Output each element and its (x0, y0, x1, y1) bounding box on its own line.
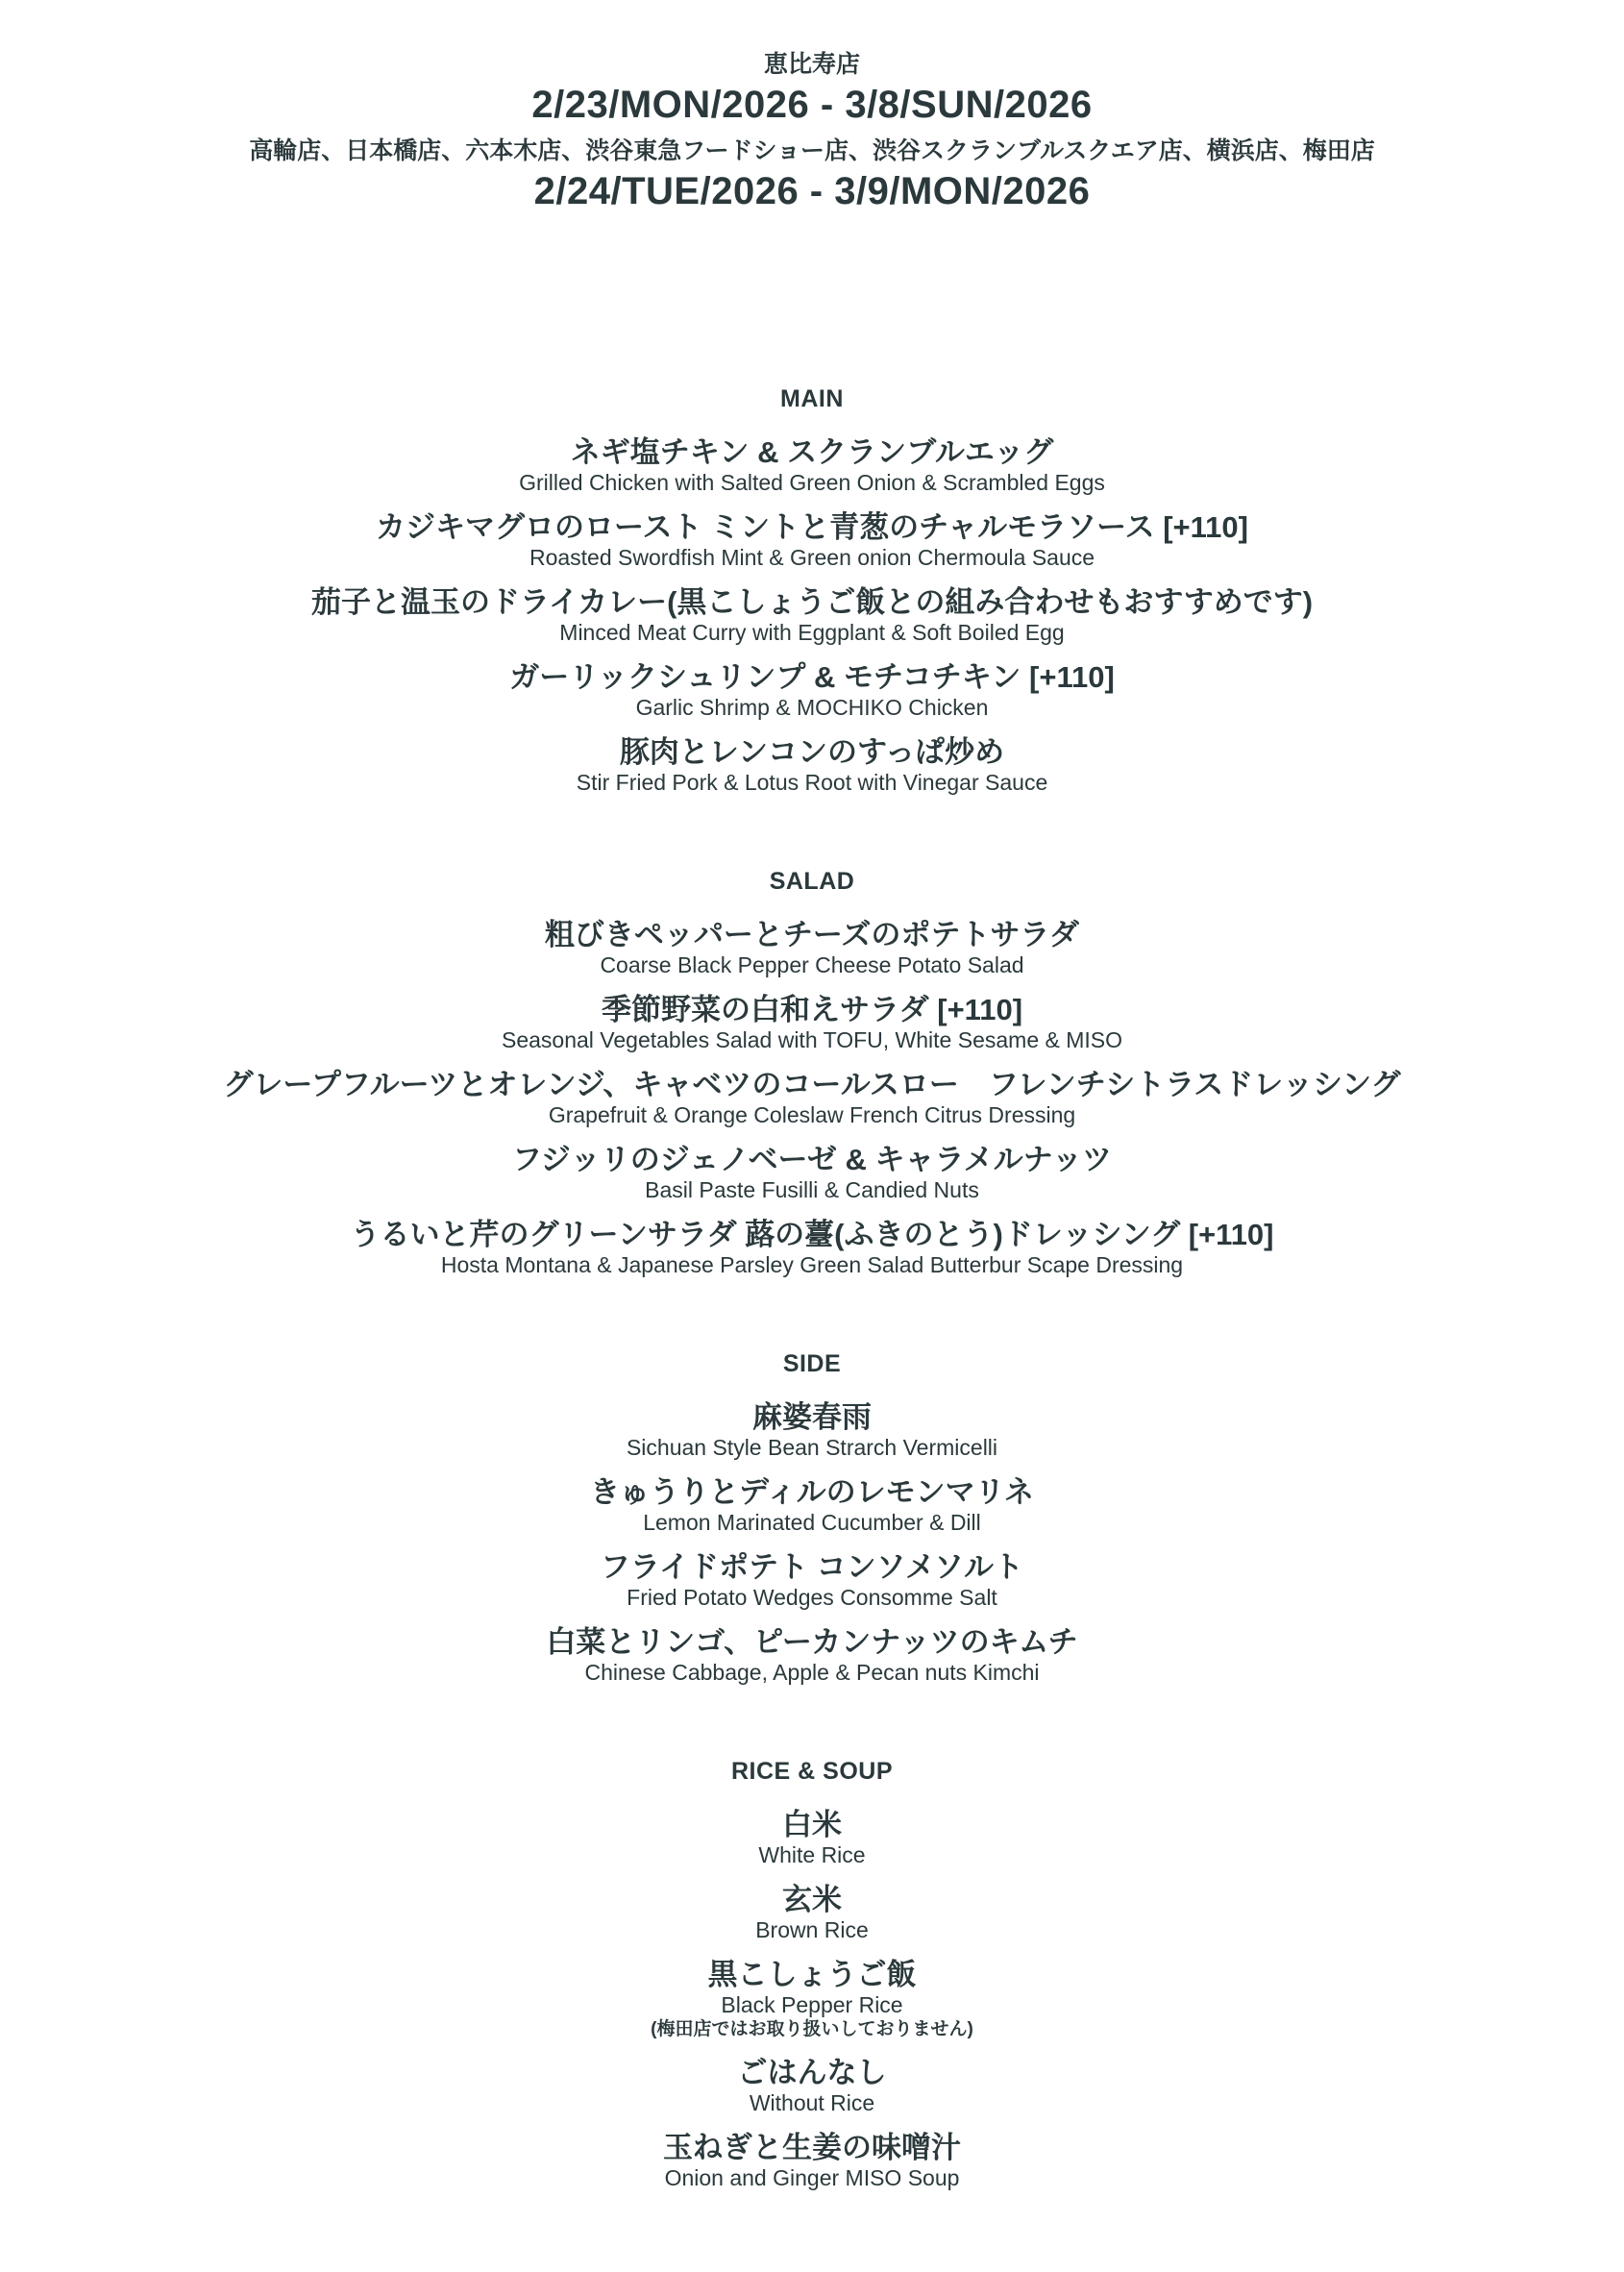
menu-item (0, 734, 1624, 796)
menu-item (0, 1474, 1624, 1536)
menu-item-en: Roasted Swordfish Mint & Green onion Chermoula Sauce (529, 545, 1095, 570)
menu-item (0, 1807, 1624, 1868)
menu-item (0, 1624, 1624, 1686)
menu-item-en: Sichuan Style Bean Strarch Vermicelli (626, 1435, 998, 1460)
menu-item-en: Seasonal Vegetables Salad with TOFU, White Sesame & MISO (501, 1027, 1123, 1052)
menu-item-jp: グレープフルーツとオレンジ、キャベツのコールスロー フレンチシトラスドレッシング (223, 1068, 1401, 1101)
menu-item-en: Fried Potato Wedges Consomme Salt (627, 1585, 997, 1610)
menu-item-en: Garlic Shrimp & MOCHIKO Chicken (635, 695, 989, 720)
menu-item-jp: 麻婆春雨 (752, 1400, 872, 1434)
menu-item-jp: ガーリックシュリンプ & モチコチキン [+110] (509, 660, 1115, 694)
menu-item-jp: ごはんなし (737, 2056, 887, 2089)
menu-item (0, 659, 1624, 721)
menu-item-en: Minced Meat Curry with Eggplant & Soft Boiled Egg (559, 620, 1065, 645)
menu-item (0, 992, 1624, 1053)
menu-item-en: Black Pepper Rice (721, 1992, 903, 2017)
menu-item (0, 1882, 1624, 1943)
menu-item-jp: フジッリのジェノベーゼ & キャラメルナッツ (512, 1143, 1112, 1176)
menu-item-en: Stir Fried Pork & Lotus Root with Vinegar Sauce (576, 770, 1048, 795)
menu-item (0, 2130, 1624, 2191)
menu-item-jp: うるいと芹のグリーンサラダ 蕗の薹(ふきのとう)ドレッシング [+110] (350, 1218, 1274, 1251)
menu-item-en: Hosta Montana & Japanese Parsley Green Salad Butterbur Scape Dressing (440, 1252, 1184, 1277)
section-title: SALAD (769, 868, 855, 895)
menu-item (0, 434, 1624, 496)
menu-item (0, 917, 1624, 978)
menu-item-en: Basil Paste Fusilli & Candied Nuts (645, 1177, 979, 1202)
section-title: MAIN (780, 385, 844, 412)
menu-item-jp: 季節野菜の白和えサラダ [+110] (601, 993, 1023, 1026)
menu-item-jp: カジキマグロのロースト ミントと青葱のチャルモラソース [+110] (376, 510, 1248, 544)
menu-item (0, 1067, 1624, 1128)
menu-item (0, 1399, 1624, 1461)
menu-header (0, 0, 1624, 213)
menu-item-jp: フライドポテト コンソメソルト (600, 1550, 1024, 1584)
menu-item-en: Brown Rice (755, 1917, 869, 1942)
menu-item-jp: 白米 (782, 1808, 842, 1841)
menu-item-en: Coarse Black Pepper Cheese Potato Salad (600, 952, 1024, 977)
menu-item-jp: 白菜とリンゴ、ピーカンナッツのキムチ (546, 1625, 1078, 1659)
other-stores-list: 高輪店、日本橋店、六本木店、渋谷東急フードショー店、渋谷スクランブルスクエア店、横浜店、梅田店 (249, 137, 1375, 164)
menu-body (0, 384, 1624, 2191)
date-range-primary: 2/23/MON/2026 - 3/8/SUN/2026 (531, 84, 1093, 126)
menu-item-en: Chinese Cabbage, Apple & Pecan nuts Kimchi (584, 1660, 1040, 1685)
section-salad (0, 867, 1624, 1278)
section-side (0, 1349, 1624, 1686)
section-title: SIDE (782, 1350, 842, 1377)
menu-item (0, 1957, 1624, 2041)
menu-item (0, 509, 1624, 571)
section-rice-soup (0, 1757, 1624, 2191)
section-title: RICE & SOUP (730, 1758, 894, 1785)
menu-item-note: (梅田店ではお取り扱いしておりません) (651, 2019, 973, 2039)
menu-item-jp: ネギ塩チキン & スクランブルエッグ (570, 435, 1054, 469)
menu-item-jp: 茄子と温玉のドライカレー(黒こしょうご飯との組み合わせもおすすめです) (310, 585, 1314, 619)
menu-item (0, 584, 1624, 646)
date-range-secondary: 2/24/TUE/2026 - 3/9/MON/2026 (533, 170, 1091, 212)
menu-item-jp: 粗びきペッパーとチーズのポテトサラダ (544, 918, 1080, 951)
menu-item (0, 2055, 1624, 2116)
menu-item (0, 1549, 1624, 1611)
menu-item-jp: 玄米 (782, 1883, 842, 1916)
section-main (0, 384, 1624, 796)
menu-item-en: Onion and Ginger MISO Soup (664, 2165, 960, 2190)
menu-item-en: White Rice (758, 1842, 866, 1867)
menu-item-en: Grilled Chicken with Salted Green Onion & Scrambled Eggs (519, 470, 1105, 495)
menu-item (0, 1217, 1624, 1278)
menu-item-en: Grapefruit & Orange Coleslaw French Citrus Dressing (548, 1102, 1076, 1127)
menu-item-jp: 玉ねぎと生姜の味噌汁 (663, 2131, 961, 2164)
menu-item-en: Without Rice (749, 2090, 875, 2115)
menu-item-jp: 黒こしょうご飯 (707, 1958, 917, 1991)
store-name: 恵比寿店 (763, 51, 860, 78)
menu-item-en: Lemon Marinated Cucumber & Dill (643, 1510, 981, 1535)
menu-item-jp: 豚肉とレンコンのすっぱ炒め (619, 735, 1005, 769)
menu-item (0, 1142, 1624, 1203)
menu-item-jp: きゅうりとディルのレモンマリネ (590, 1475, 1034, 1509)
